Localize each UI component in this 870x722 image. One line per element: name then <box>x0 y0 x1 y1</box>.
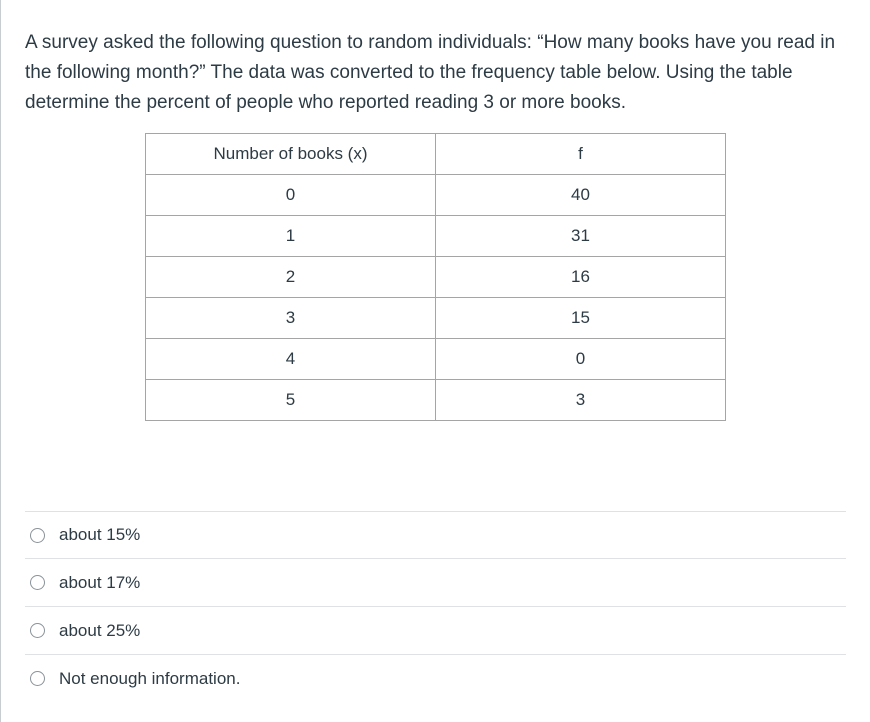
table-cell-books: 3 <box>146 298 436 339</box>
radio-button[interactable] <box>30 623 45 638</box>
answer-option-25[interactable] <box>25 606 846 654</box>
frequency-table <box>145 133 726 421</box>
answer-label: about 15% <box>59 525 141 544</box>
table-cell-frequency: 3 <box>436 380 726 421</box>
table-cell-frequency: 40 <box>436 175 726 216</box>
table-row <box>146 339 726 380</box>
table-cell-books: 2 <box>146 257 436 298</box>
radio-button[interactable] <box>30 528 45 543</box>
answer-label: Not enough information. <box>59 668 241 688</box>
table-cell-books: 4 <box>146 339 436 380</box>
table-cell-frequency: 16 <box>436 257 726 298</box>
column-header-frequency: f <box>436 134 726 175</box>
column-header-books: Number of books (x) <box>146 134 436 175</box>
table-row <box>146 175 726 216</box>
answer-label: about 25% <box>59 620 141 640</box>
answer-option-not-enough-info[interactable] <box>25 654 846 702</box>
table-row <box>146 380 726 421</box>
table-cell-books: 1 <box>146 216 436 257</box>
table-header-row <box>146 134 726 175</box>
radio-button[interactable] <box>30 575 45 590</box>
answer-label: about 17% <box>59 572 141 592</box>
table-row <box>146 298 726 339</box>
answer-option-17[interactable] <box>25 558 846 606</box>
table-cell-frequency: 31 <box>436 216 726 257</box>
table-cell-books: 5 <box>146 380 436 421</box>
answer-option-15[interactable] <box>25 511 846 558</box>
page-left-border <box>0 0 1 722</box>
table-row <box>146 216 726 257</box>
question-text: A survey asked the following question to random individuals: “How many books have you read in the following month?” The data was converted to the frequency table below. Using the table determine the percent of people who reported reading 3 or more books. <box>25 32 836 113</box>
table-cell-frequency: 15 <box>436 298 726 339</box>
table-cell-books: 0 <box>146 175 436 216</box>
radio-button[interactable] <box>30 671 45 686</box>
table-cell-frequency: 0 <box>436 339 726 380</box>
table-row <box>146 257 726 298</box>
answer-options <box>25 511 846 702</box>
